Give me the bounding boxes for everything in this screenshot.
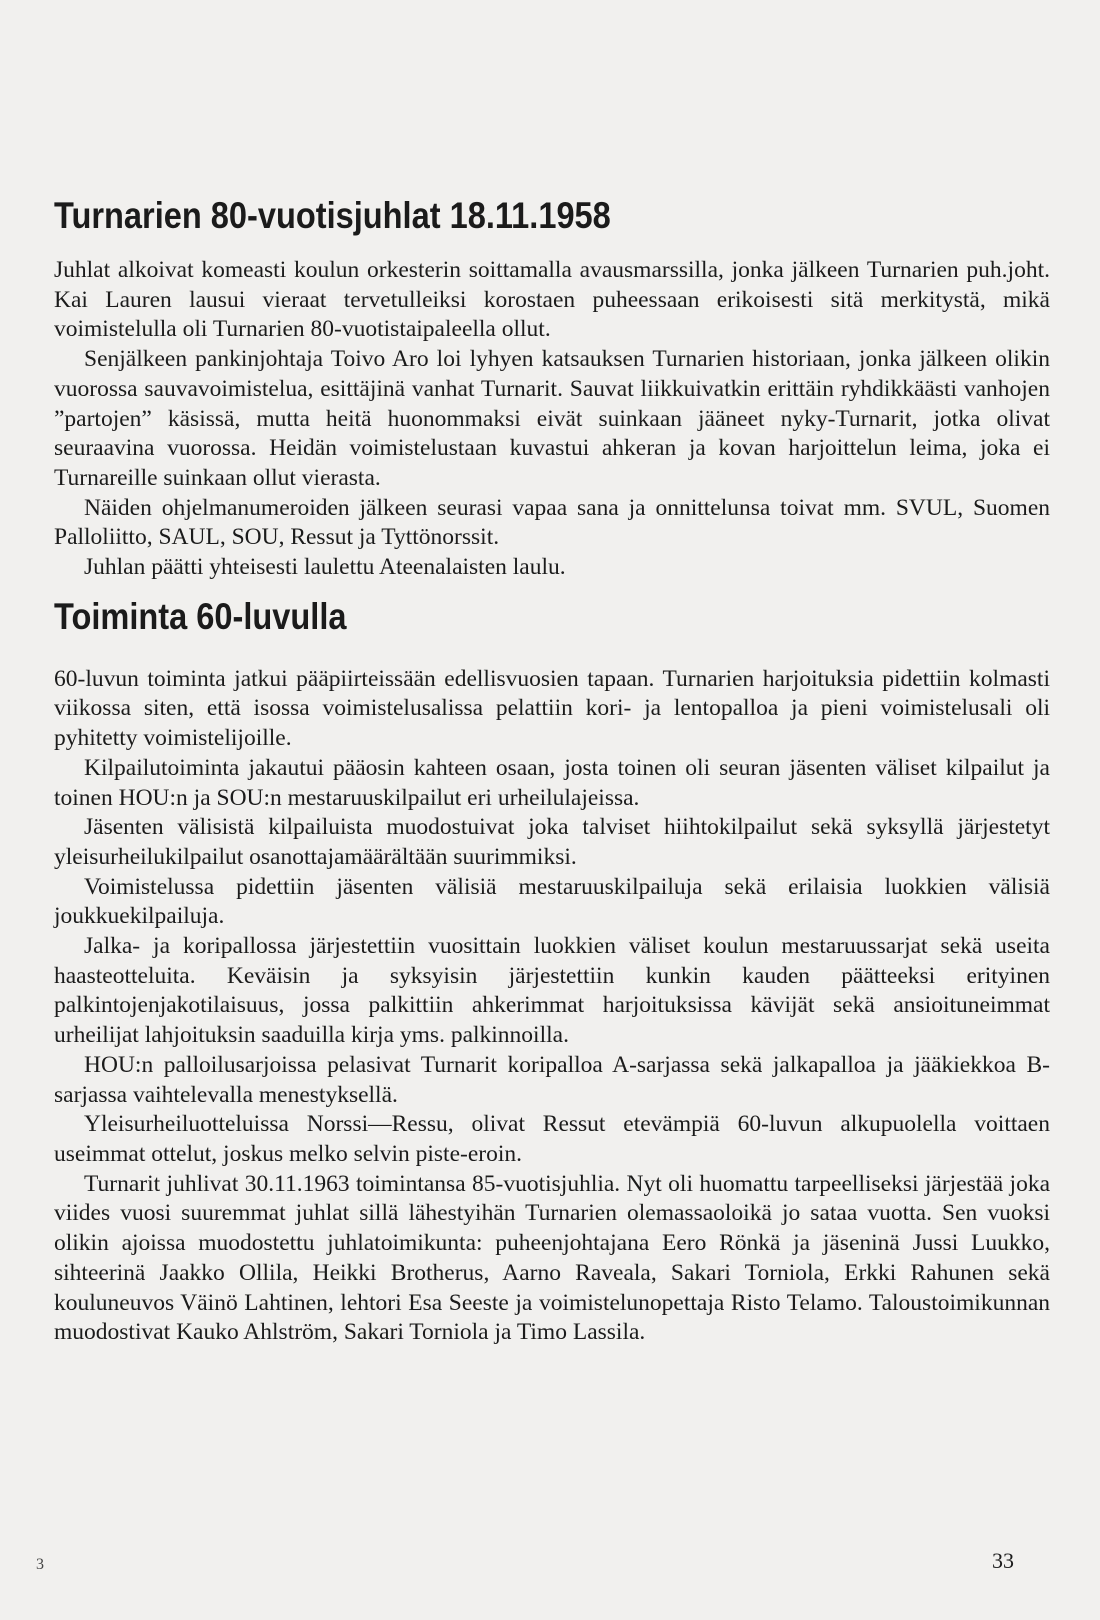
section-title-anniversary: Turnarien 80-vuotisjuhlat 18.11.1958 bbox=[54, 195, 611, 236]
signature-mark: 3 bbox=[36, 1556, 44, 1573]
paragraph: Kilpailutoiminta jakautui pääosin kahteen osaan, josta toinen oli seuran jäsenten väliset kilpailut ja toinen HOU:n ja SOU:n mestaruuskilpailut eri urheilulajeissa. bbox=[54, 754, 1050, 811]
paragraph: Voimistelussa pidettiin jäsenten välisiä mestaruuskilpailuja sekä erilaisia luokkien välisiä joukkuekilpailuja. bbox=[54, 873, 1050, 930]
paragraph: Jalka- ja koripallossa järjestettiin vuosittain luokkien väliset koulun mestaruussarjat sekä useita haasteotteluita. Keväisin ja syksyisin järjestettiin kunkin kauden päätteeksi erityinen palkintojenjakotilaisuus, jossa palkittiin ahkerimmat harjoituksissa kävijät sekä ansioituneimmat urheilijat lahjoituksin saaduilla kirja yms. palkinnoilla. bbox=[54, 933, 1050, 1049]
paragraph: Jäsenten välisistä kilpailuista muodostuivat joka talviset hiihtokilpailut sekä syksyllä järjestetyt yleisurheilukilpailut osanottajamäärältään suurimmiksi. bbox=[54, 814, 1050, 870]
paragraph: Yleisurheiluotteluissa Norssi—Ressu, olivat Ressut etevämpiä 60-luvun alkupuolella voittaen useimmat ottelut, joskus melko selvin piste-eroin. bbox=[54, 1111, 1050, 1167]
paragraph: 60-luvun toiminta jatkui pääpiirteissään edellisvuosien tapaan. Turnarien harjoituksia pidettiin kolmasti viikossa siten, että isossa voimistelusalissa pelattiin kori- ja lentopalloa ja pieni voimistelusali oli pyhitetty voimistelijoille. bbox=[54, 665, 1050, 752]
paragraph: Juhlat alkoivat komeasti koulun orkesterin soittamalla avausmarssilla, jonka jälkeen Turnarien puh.joht. Kai Lauren lausui vieraat tervetulleiksi korostaen puheessaan erikoisesti sitä merkitystä, mikä voimistelulla oli Turnarien 80-vuotistaipaleella ollut. bbox=[54, 257, 1050, 343]
paragraph: Näiden ohjelmanumeroiden jälkeen seurasi vapaa sana ja onnittelunsa toivat mm. SVUL, Suomen Palloliitto, SAUL, SOU, Ressut ja Tyttönorssit. bbox=[54, 494, 1050, 551]
paragraph: Senjälkeen pankinjohtaja Toivo Aro loi lyhyen katsauksen Turnarien historiaan, jonka jälkeen olikin vuorossa sauvavoimistelua, esittäjinä vanhat Turnarit. Sauvat liikkuivatkin erittäin ryhdikkäästi vanhojen ”partojen” käsissä, mutta heitä huonommaksi eivät suinkaan jääneet nyky-Turnarit, jotka olivat seuraavina vuorossa. Heidän voimistelustaan kuvastui ahkeran ja kovan harjoittelun leima, joka ei Turnareille suinkaan ollut vierasta. bbox=[54, 346, 1050, 491]
page-number: 33 bbox=[992, 1548, 1014, 1573]
page-content bbox=[54, 196, 1050, 1348]
paragraph: Juhlan päätti yhteisesti laulettu Ateenalaisten laulu. bbox=[84, 554, 566, 581]
paragraph: Turnarit juhlivat 30.11.1963 toimintansa 85-vuotisjuhlia. Nyt oli huomattu tarpeelliseksi järjestää joka viides vuosi suuremmat juhlat sillä lähestyihän Turnarien olemassaoloikä jo sataa vuotta. Sen vuoksi olikin ajoissa muodostettu juhlatoimikunta: puheenjohtajana Eero Rönkä ja jäseninä Jussi Luukko, sihteerinä Jaakko Ollila, Heikki Brotherus, Aarno Raveala, Sakari Torniola, Erkki Rahunen sekä kouluneuvos Väinö Lahtinen, lehtori Esa Seeste ja voimistelunopettaja Risto Telamo. Taloustoimikunnan muodostivat Kauko Ahlström, Sakari Torniola ja Timo Lassila. bbox=[54, 1170, 1050, 1346]
paragraph: HOU:n palloilusarjoissa pelasivat Turnarit koripalloa A-sarjassa sekä jalkapalloa ja jääkiekkoa B-sarjassa vaihtelevalla menestyksellä. bbox=[54, 1051, 1050, 1108]
section-title-sixties: Toiminta 60-luvulla bbox=[54, 595, 347, 637]
